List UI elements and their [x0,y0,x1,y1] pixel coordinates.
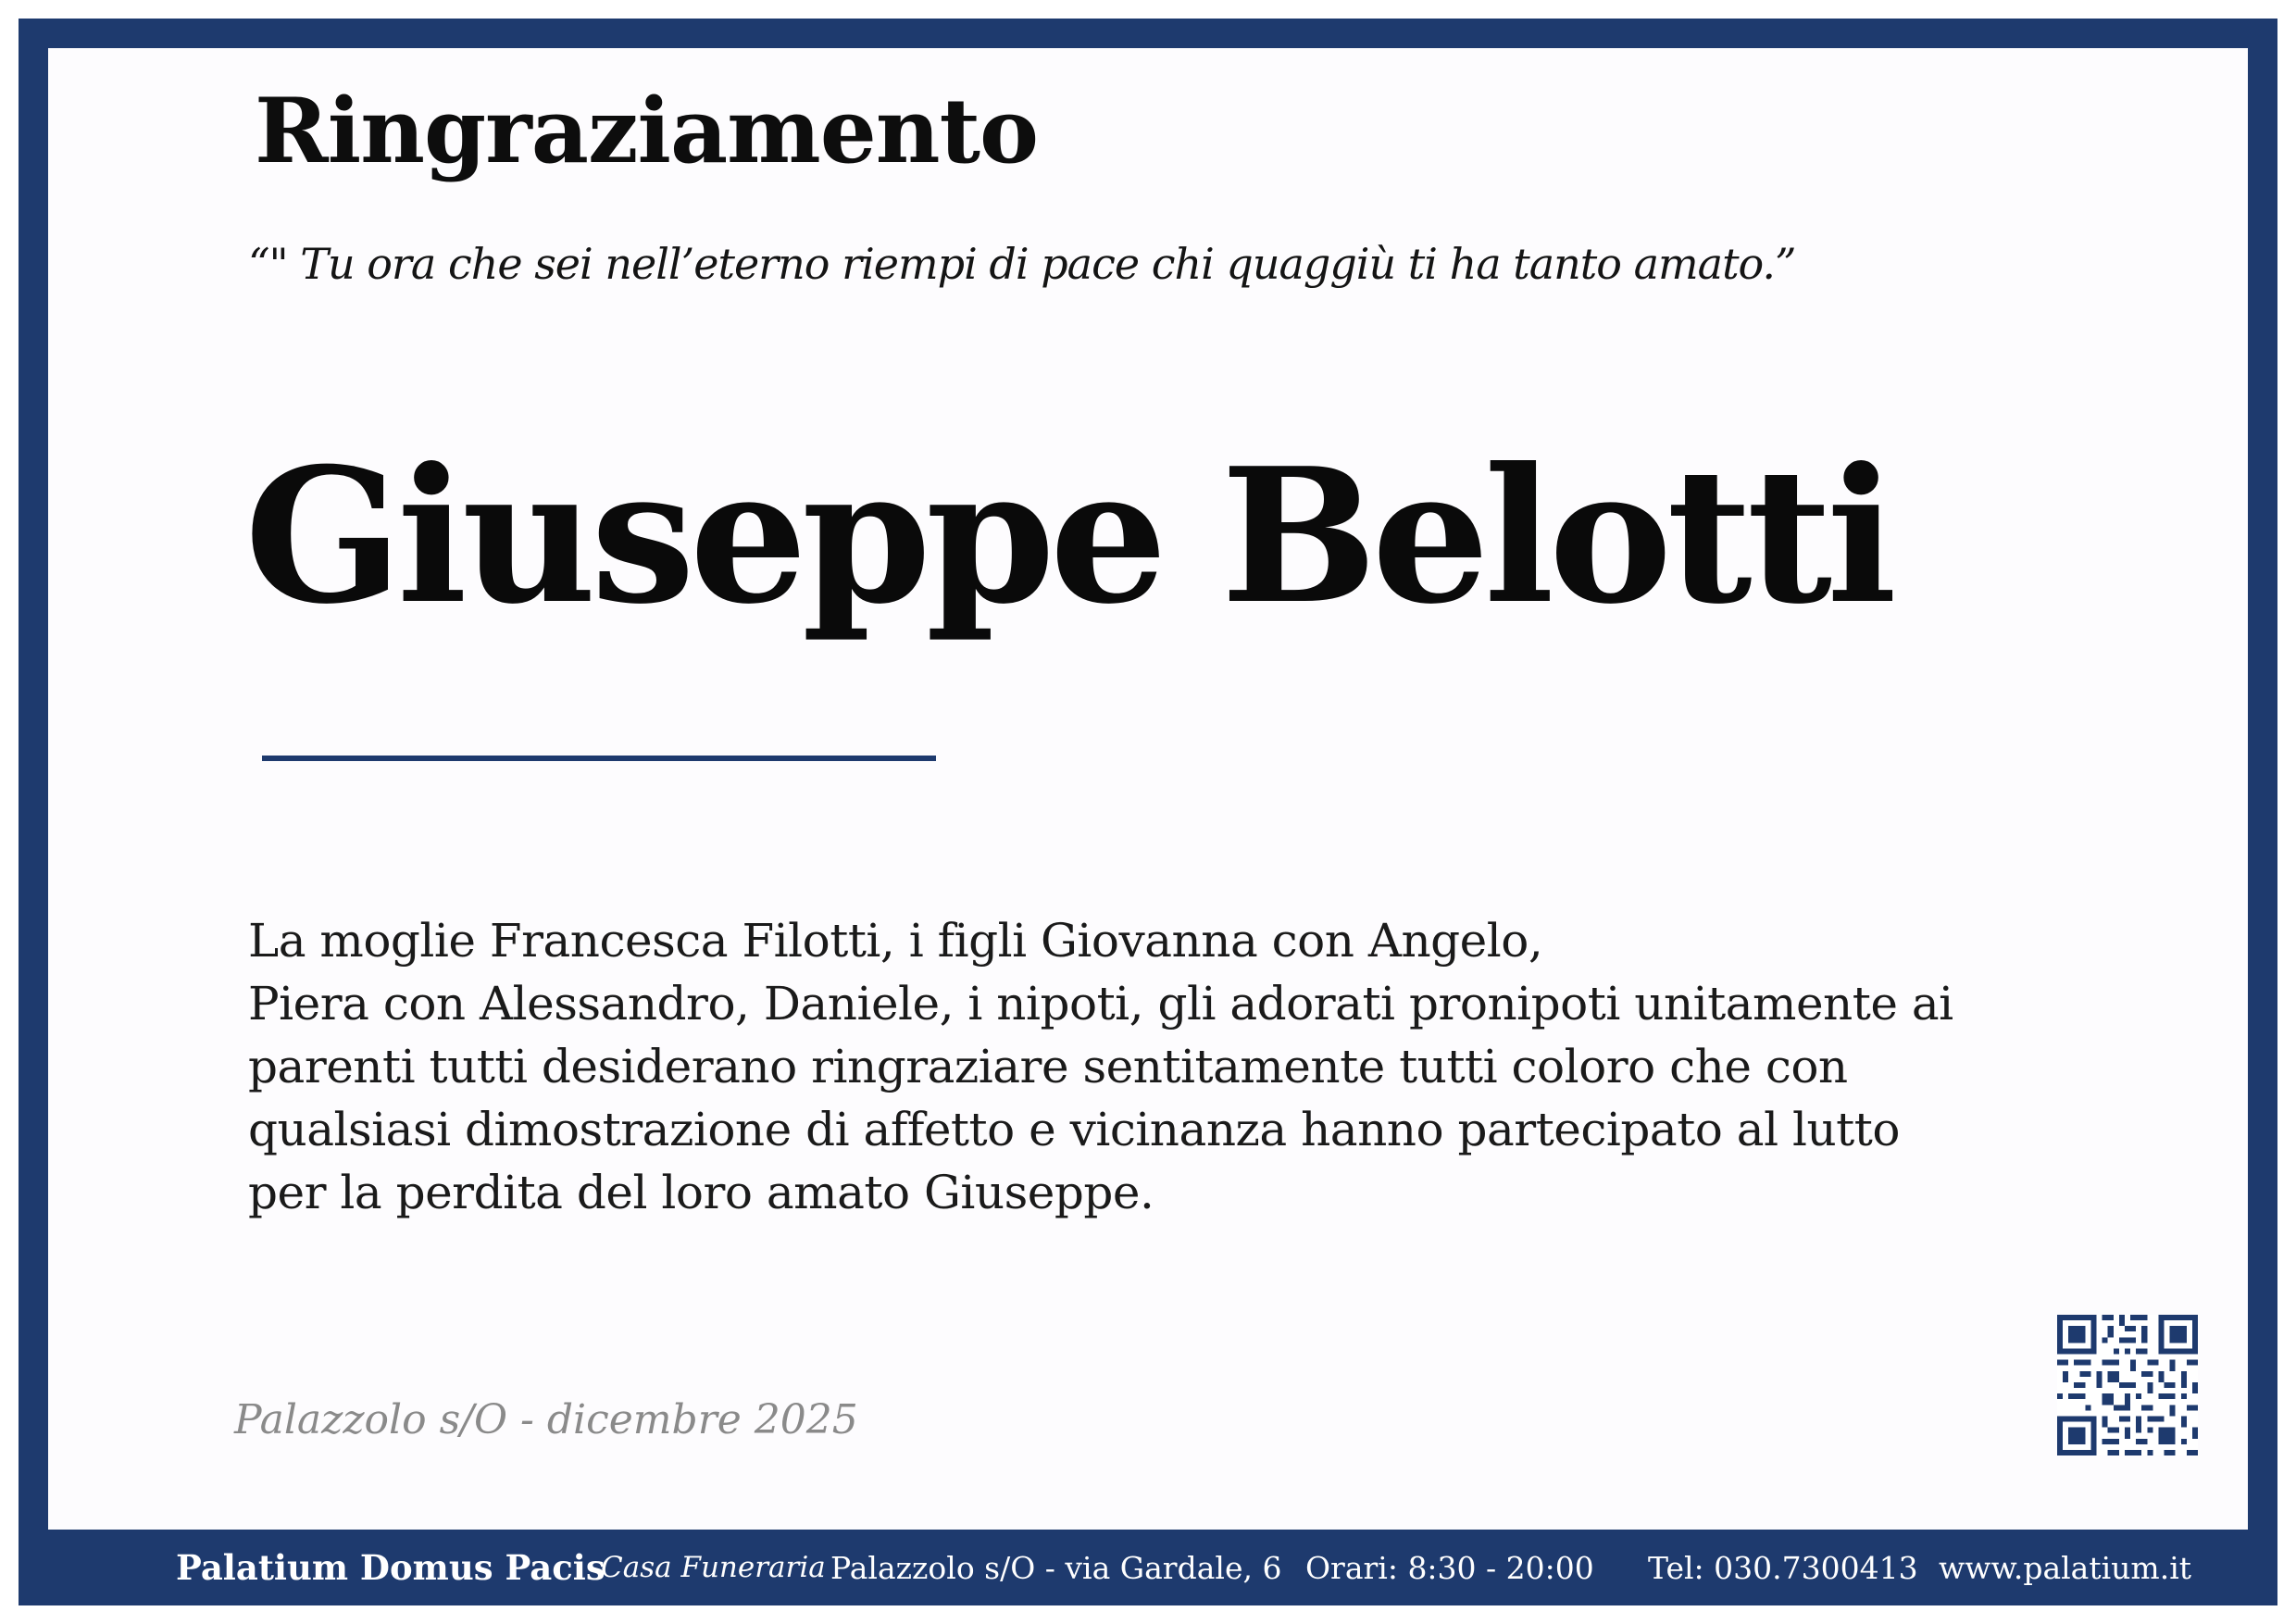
thanks-message [248,909,2155,1224]
thanks-line: qualsiasi dimostrazione di affetto e vicinanza hanno partecipato al lutto [248,1103,1900,1156]
place-date: Palazzolo s/O - dicembre 2025 [234,1396,858,1443]
notice-heading: Ringraziamento [255,79,1038,183]
footer-address: Palazzolo s/O - via Gardale, 6 [830,1549,1282,1586]
notice-quote: “" Tu ora che sei nell’eterno riempi di pace chi quaggiù ti ha tanto amato.” [248,239,1796,289]
thanks-line: La moglie Francesca Filotti, i figli Giovanna con Angelo, [248,914,1543,968]
name-divider [262,756,936,761]
thanks-line: per la perdita del loro amato Giuseppe. [248,1166,1154,1219]
footer-phone: Tel: 030.7300413 [1648,1549,1918,1586]
deceased-name: Giuseppe Belotti [244,428,1891,645]
footer-hours: Orari: 8:30 - 20:00 [1305,1549,1594,1586]
footer-company: Palatium Domus Pacis [176,1547,605,1588]
footer-bar [48,1530,2248,1605]
footer-website: www.palatium.it [1939,1549,2192,1586]
qr-code-icon [2057,1315,2198,1455]
thanks-line: Piera con Alessandro, Daniele, i nipoti, gli adorati pronipoti unitamente ai [248,977,1953,1031]
thanks-line: parenti tutti desiderano ringraziare sentitamente tutti coloro che con [248,1040,1848,1093]
footer-subtitle: Casa Funeraria [601,1551,826,1584]
